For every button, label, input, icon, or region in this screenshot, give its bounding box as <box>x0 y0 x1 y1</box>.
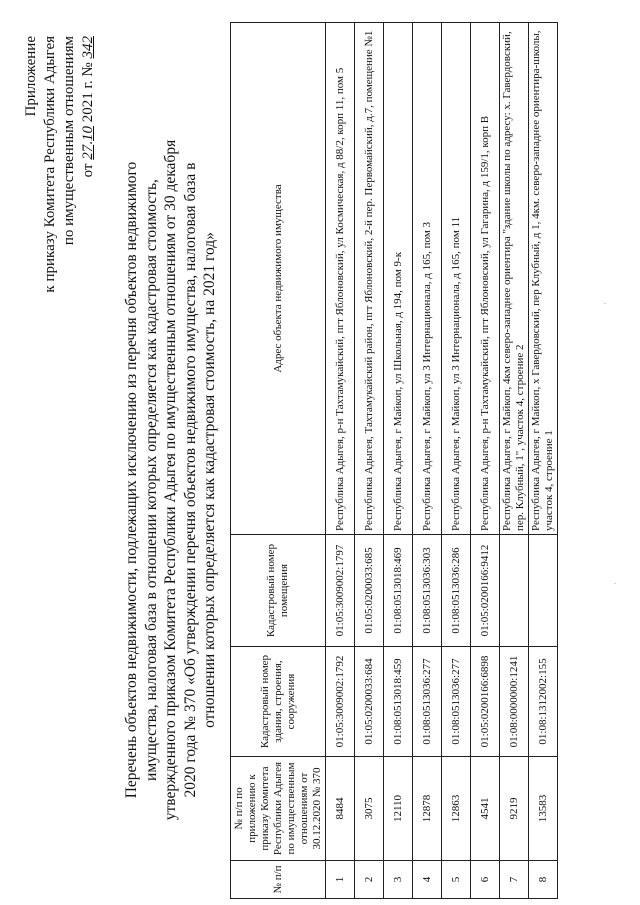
cell-room-cadastral <box>529 535 558 647</box>
cell-building-cadastral: 01:05:0200166:6898 <box>471 647 500 757</box>
header-address: Адрес объекта недвижимого имущества <box>231 23 326 535</box>
cell-address: Республика Адыгея, р-н Тахтамукайский, пгт Яблоновский, ул Космическая, д 88/2, корп 11, пом 5 <box>326 23 355 535</box>
cell-building-cadastral: 01:05:3009002:1792 <box>326 647 355 757</box>
cell-room-cadastral: 01:05:3009002:1797 <box>326 535 355 647</box>
cell-room-cadastral: 01:08:0513018:469 <box>384 535 413 647</box>
cell-building-cadastral: 01:05:0200033:684 <box>355 647 384 757</box>
cell-building-cadastral: 01:08:0000000:1241 <box>500 647 529 757</box>
cell-room-cadastral: 01:08:0513036:286 <box>442 535 471 647</box>
cell-reference: 3075 <box>355 757 384 861</box>
cell-building-cadastral: 01:08:0513036:277 <box>413 647 442 757</box>
table-row <box>500 23 529 899</box>
cell-number: 6 <box>471 861 500 899</box>
scan-speck: · <box>610 582 620 585</box>
header-building-cadastral: Кадастровый номер здания, строения, сооружения <box>231 647 326 757</box>
cell-reference: 9219 <box>500 757 529 861</box>
cell-reference: 4541 <box>471 757 500 861</box>
cell-building-cadastral: 01:08:1312002:155 <box>529 647 558 757</box>
cell-room-cadastral: 01:08:0513036:303 <box>413 535 442 647</box>
cell-reference: 12878 <box>413 757 442 861</box>
cell-address: Республика Адыгея, Тахтамукайский район, пгт Яблоновский, 2-й пер. Первомайский, д.7, помещение №1 <box>355 23 384 535</box>
cell-number: 5 <box>442 861 471 899</box>
appendix-title: Приложение <box>23 36 39 117</box>
table-header-row <box>231 23 326 899</box>
cell-building-cadastral: 01:08:0513018:459 <box>384 647 413 757</box>
table-row <box>413 23 442 899</box>
cell-number: 3 <box>384 861 413 899</box>
cell-room-cadastral <box>500 535 529 647</box>
cell-number: 7 <box>500 861 529 899</box>
cell-building-cadastral: 01:08:0513036:277 <box>442 647 471 757</box>
cell-reference: 8484 <box>326 757 355 861</box>
cell-number: 2 <box>355 861 384 899</box>
document-title: Перечень объектов недвижимости, подлежащих исключению из перечня объектов недвижимого имущества, налоговая база в отношении которых определяется как кадастровая стоимость, утвержденного приказом Комитета Республики Адыгея по имущественным отношениям от 30 декабря 2020 года № 370 «Об утверждении перечня объектов недвижимого имущества, налоговая база в отношении которых определяется как кадастровая стоимость, на 2021 год» <box>123 139 218 821</box>
date-year: 2021 г. № <box>80 62 96 123</box>
cell-number: 4 <box>413 861 442 899</box>
appendix-order-line: к приказу Комитета Республики Адыгея <box>42 36 58 293</box>
appendix-committee-line: по имущественным отношениям <box>61 36 77 246</box>
cell-address: Республика Адыгея, г Майкоп, ул 3 Интернационала, д 165, пом 3 <box>413 23 442 535</box>
table-body <box>326 23 558 899</box>
header-reference: № п/п по приложению к приказу Комитета Республики Адыгея по имущественным отношениям от 30.12.2020 № 370 <box>231 757 326 861</box>
property-table <box>230 22 558 899</box>
cell-address: Республика Адыгея, г Майкоп, ул Школьная, д 194, пом 9-к <box>384 23 413 535</box>
table-row <box>529 23 558 899</box>
appendix-header <box>22 36 98 326</box>
table-row <box>355 23 384 899</box>
table-row <box>471 23 500 899</box>
cell-address: Республика Адыгея, г Майкоп, ул 3 Интернационала, д 165, пом 11 <box>442 23 471 535</box>
date-day: 27 <box>80 144 96 160</box>
table-row <box>326 23 355 899</box>
appendix-date-line: от 27.10 2021 г. № 342 <box>80 36 96 178</box>
date-prefix: от <box>80 163 96 178</box>
header-room-cadastral: Кадастровый номер помещения <box>231 535 326 647</box>
date-month: 10 <box>80 126 96 142</box>
order-number: 342 <box>80 36 96 59</box>
cell-reference: 13583 <box>529 757 558 861</box>
cell-number: 1 <box>326 861 355 899</box>
cell-reference: 12110 <box>384 757 413 861</box>
table-row <box>384 23 413 899</box>
table-row <box>442 23 471 899</box>
cell-address: Республика Адыгея, г Майкоп, х Гавердовский, пер Клубный, д 1, 4км. северо-западнее ориентира-школы, участок 4, строение 1 <box>529 23 558 535</box>
cell-reference: 12863 <box>442 757 471 861</box>
cell-number: 8 <box>529 861 558 899</box>
scan-speck: · <box>600 302 610 305</box>
cell-address: Республика Адыгея, р-н Тахтамукайский, пгт Яблоновский, ул Гагарина, д 159/1, корп В <box>471 23 500 535</box>
cell-room-cadastral: 01:05:0200033:685 <box>355 535 384 647</box>
cell-room-cadastral: 01:05:0200166:9412 <box>471 535 500 647</box>
cell-address: Республика Адыгея, г Майкоп, 4км северо-западнее ориентира "здание школы по адресу: х. Гавердовский, пер. Клубный, 1", участок 4, строение 2 <box>500 23 529 535</box>
header-number: № п/п <box>231 861 326 899</box>
